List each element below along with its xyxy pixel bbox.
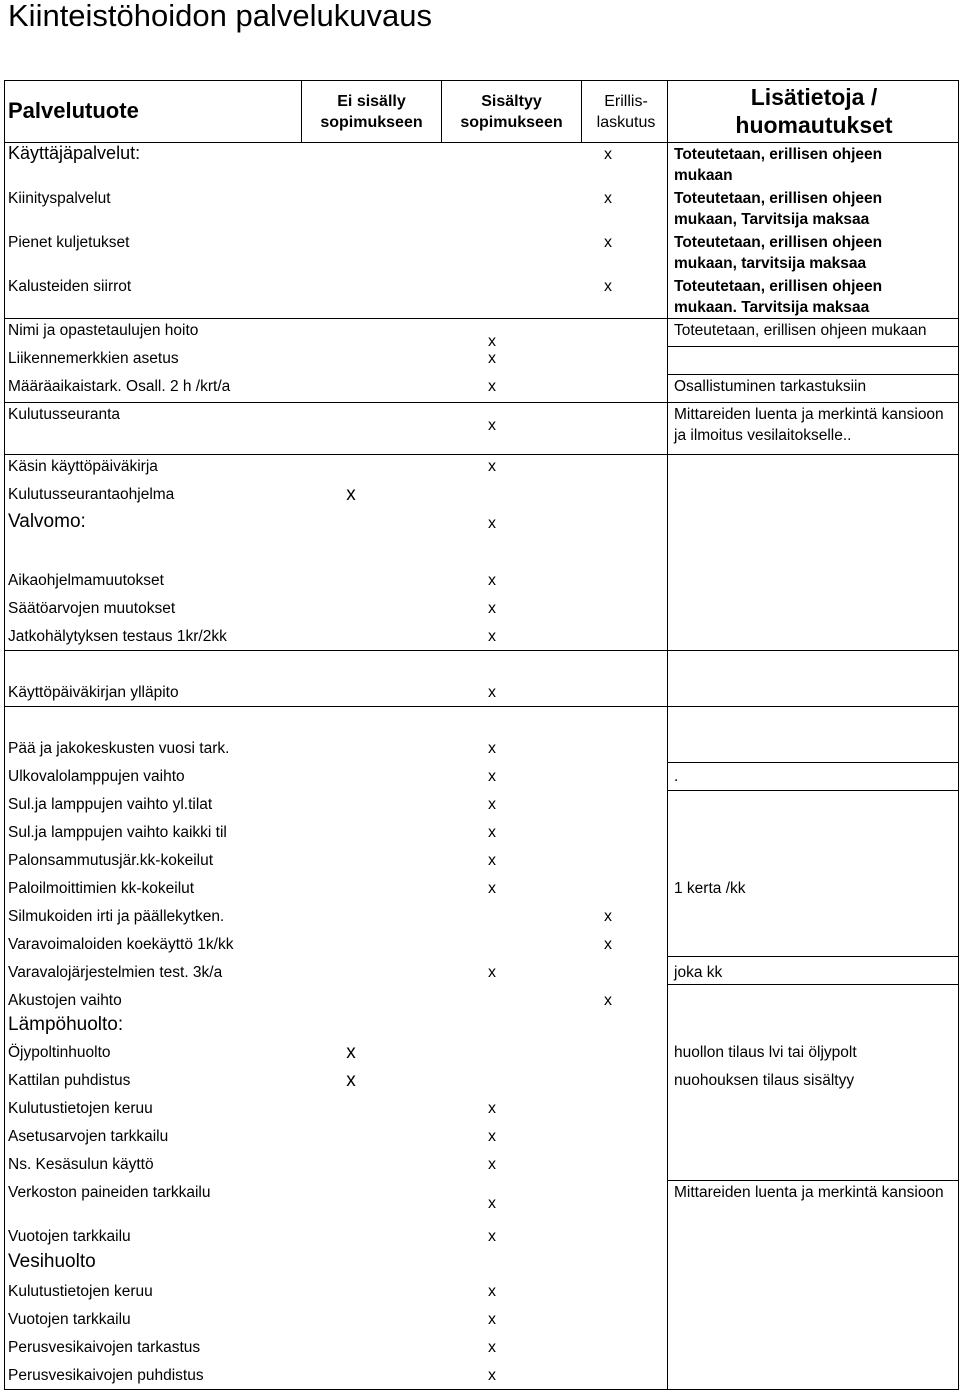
header-separate: Erillis-laskutus	[596, 93, 656, 131]
row-label: Valvomo:	[8, 511, 86, 532]
row-divider	[4, 454, 959, 455]
header-product: Palvelutuote	[8, 98, 139, 123]
row-mark-included: x	[488, 628, 496, 645]
row-mark-included: x	[488, 333, 496, 350]
row-label: Määräaikaistark. Osall. 2 h /krt/a	[8, 378, 231, 395]
row-note: Toteutetaan, erillisen ohjeen mukaan. Tarvitsija maksaa	[674, 278, 883, 316]
row-divider	[4, 318, 959, 319]
column-divider	[667, 80, 668, 1390]
row-label: Kulutusseuranta	[8, 406, 121, 423]
row-label: Verkoston paineiden tarkkailu	[8, 1184, 211, 1201]
column-divider	[581, 80, 582, 142]
row-mark-separate: x	[604, 908, 612, 925]
row-label: Sul.ja lamppujen vaihto kaikki til	[8, 824, 227, 841]
row-divider	[667, 984, 959, 985]
row-mark-included: x	[488, 600, 496, 617]
row-mark-included: x	[488, 572, 496, 589]
row-divider	[4, 706, 959, 707]
row-note: Toteutetaan, erillisen ohjeen mukaan	[674, 322, 927, 339]
row-label: Vuotojen tarkkailu	[8, 1228, 131, 1245]
row-label: Palonsammutusjär.kk-kokeilut	[8, 852, 214, 869]
row-note: Mittareiden luenta ja merkintä kansioon	[674, 1184, 944, 1201]
row-divider	[667, 762, 959, 763]
row-label: Säätöarvojen muutokset	[8, 600, 176, 617]
header-divider	[4, 142, 959, 143]
row-mark-separate: x	[604, 190, 612, 207]
table-border-top	[4, 80, 959, 81]
row-divider	[4, 650, 959, 651]
row-label: Käyttöpäiväkirjan ylläpito	[8, 684, 179, 701]
header-notes: Lisätietoja / huomautukset	[735, 84, 893, 138]
row-mark-included: x	[488, 1195, 496, 1212]
row-label: Perusvesikaivojen tarkastus	[8, 1339, 201, 1356]
row-label: Vesihuolto	[8, 1251, 96, 1272]
row-label: Vuotojen tarkkailu	[8, 1311, 131, 1328]
row-mark-excluded: x	[346, 1070, 356, 1091]
row-label: Jatkohälytyksen testaus 1kr/2kk	[8, 628, 227, 645]
row-mark-included: x	[488, 852, 496, 869]
row-label: Kulutusseurantaohjelma	[8, 486, 175, 503]
row-label: Perusvesikaivojen puhdistus	[8, 1367, 204, 1384]
row-note: joka kk	[674, 964, 723, 981]
row-mark-included: x	[488, 740, 496, 757]
row-mark-included: x	[488, 1128, 496, 1145]
row-label: Aikaohjelmamuutokset	[8, 572, 164, 589]
row-divider	[667, 1180, 959, 1181]
row-label: Kiinityspalvelut	[8, 190, 111, 207]
row-mark-excluded: x	[346, 484, 356, 505]
row-note: nuohouksen tilaus sisältyy	[674, 1072, 855, 1089]
row-label: Liikennemerkkien asetus	[8, 350, 179, 367]
row-label: Kulutustietojen keruu	[8, 1283, 153, 1300]
row-mark-included: x	[488, 1283, 496, 1300]
row-mark-included: x	[488, 824, 496, 841]
row-label: Pienet kuljetukset	[8, 234, 130, 251]
row-label: Ns. Kesäsulun käyttö	[8, 1156, 154, 1173]
header-excluded: Ei sisälly sopimukseen	[320, 93, 423, 131]
row-label: Nimi ja opastetaulujen hoito	[8, 322, 199, 339]
row-mark-included: x	[488, 458, 496, 475]
row-mark-included: x	[488, 1367, 496, 1384]
row-mark-included: x	[488, 1311, 496, 1328]
row-note: Toteutetaan, erillisen ohjeen mukaan, Tarvitsija maksaa	[674, 190, 883, 228]
row-mark-separate: x	[604, 936, 612, 953]
row-mark-included: x	[488, 1339, 496, 1356]
row-mark-included: x	[488, 964, 496, 981]
row-mark-included: x	[488, 350, 496, 367]
row-divider	[4, 402, 959, 403]
row-mark-included: x	[488, 378, 496, 395]
row-label: Paloilmoittimien kk-kokeilut	[8, 880, 195, 897]
row-note: .	[674, 768, 679, 785]
row-label: Käyttäjäpalvelut:	[8, 143, 141, 163]
row-mark-included: x	[488, 1100, 496, 1117]
table-border-right	[958, 80, 959, 1390]
row-note: 1 kerta /kk	[674, 880, 746, 897]
row-label: Lämpöhuolto:	[8, 1014, 124, 1035]
row-mark-included: x	[488, 1156, 496, 1173]
row-divider	[667, 956, 959, 957]
row-label: Akustojen vaihto	[8, 992, 122, 1009]
row-label: Kattilan puhdistus	[8, 1072, 131, 1089]
page-title: Kiinteistöhoidon palvelukuvaus	[8, 0, 432, 33]
row-mark-excluded: x	[346, 1042, 356, 1063]
header-included: Sisältyy sopimukseen	[460, 93, 563, 131]
row-label: Käsin käyttöpäiväkirja	[8, 458, 158, 475]
table-border-left	[4, 80, 5, 1390]
row-mark-included: x	[488, 1228, 496, 1245]
row-label: Sul.ja lamppujen vaihto yl.tilat	[8, 796, 213, 813]
row-label: Kalusteiden siirrot	[8, 278, 132, 295]
row-note: Osallistuminen tarkastuksiin	[674, 378, 867, 395]
row-divider	[667, 790, 959, 791]
row-label: Varavalojärjestelmien test. 3k/a	[8, 964, 223, 981]
row-divider	[667, 374, 959, 375]
row-note: Toteutetaan, erillisen ohjeen mukaan, tarvitsija maksaa	[674, 234, 883, 272]
column-divider	[441, 80, 442, 142]
row-label: Pää ja jakokeskusten vuosi tark.	[8, 740, 230, 757]
row-mark-separate: x	[604, 146, 612, 163]
row-note: huollon tilaus lvi tai öljypolt	[674, 1044, 857, 1061]
row-label: Varavoimaloiden koekäyttö 1k/kk	[8, 936, 234, 953]
row-label: Ulkovalolamppujen vaihto	[8, 768, 185, 785]
row-mark-included: x	[488, 684, 496, 701]
row-mark-included: x	[488, 880, 496, 897]
row-divider	[667, 346, 959, 347]
table-border-bottom	[4, 1389, 959, 1390]
row-note: Toteutetaan, erillisen ohjeen mukaan	[674, 146, 883, 184]
row-label: Silmukoiden irti ja päällekytken.	[8, 908, 225, 925]
row-mark-separate: x	[604, 234, 612, 251]
row-mark-included: x	[488, 515, 496, 532]
row-label: Öjypoltinhuolto	[8, 1044, 111, 1061]
row-mark-separate: x	[604, 278, 612, 295]
row-mark-separate: x	[604, 992, 612, 1009]
row-label: Asetusarvojen tarkkailu	[8, 1128, 169, 1145]
service-table	[4, 80, 959, 1390]
row-mark-included: x	[488, 768, 496, 785]
row-mark-included: x	[488, 796, 496, 813]
row-note: Mittareiden luenta ja merkintä kansioon ja ilmoitus vesilaitokselle..	[674, 406, 944, 444]
row-mark-included: x	[488, 417, 496, 434]
row-label: Kulutustietojen keruu	[8, 1100, 153, 1117]
column-divider	[301, 80, 302, 142]
